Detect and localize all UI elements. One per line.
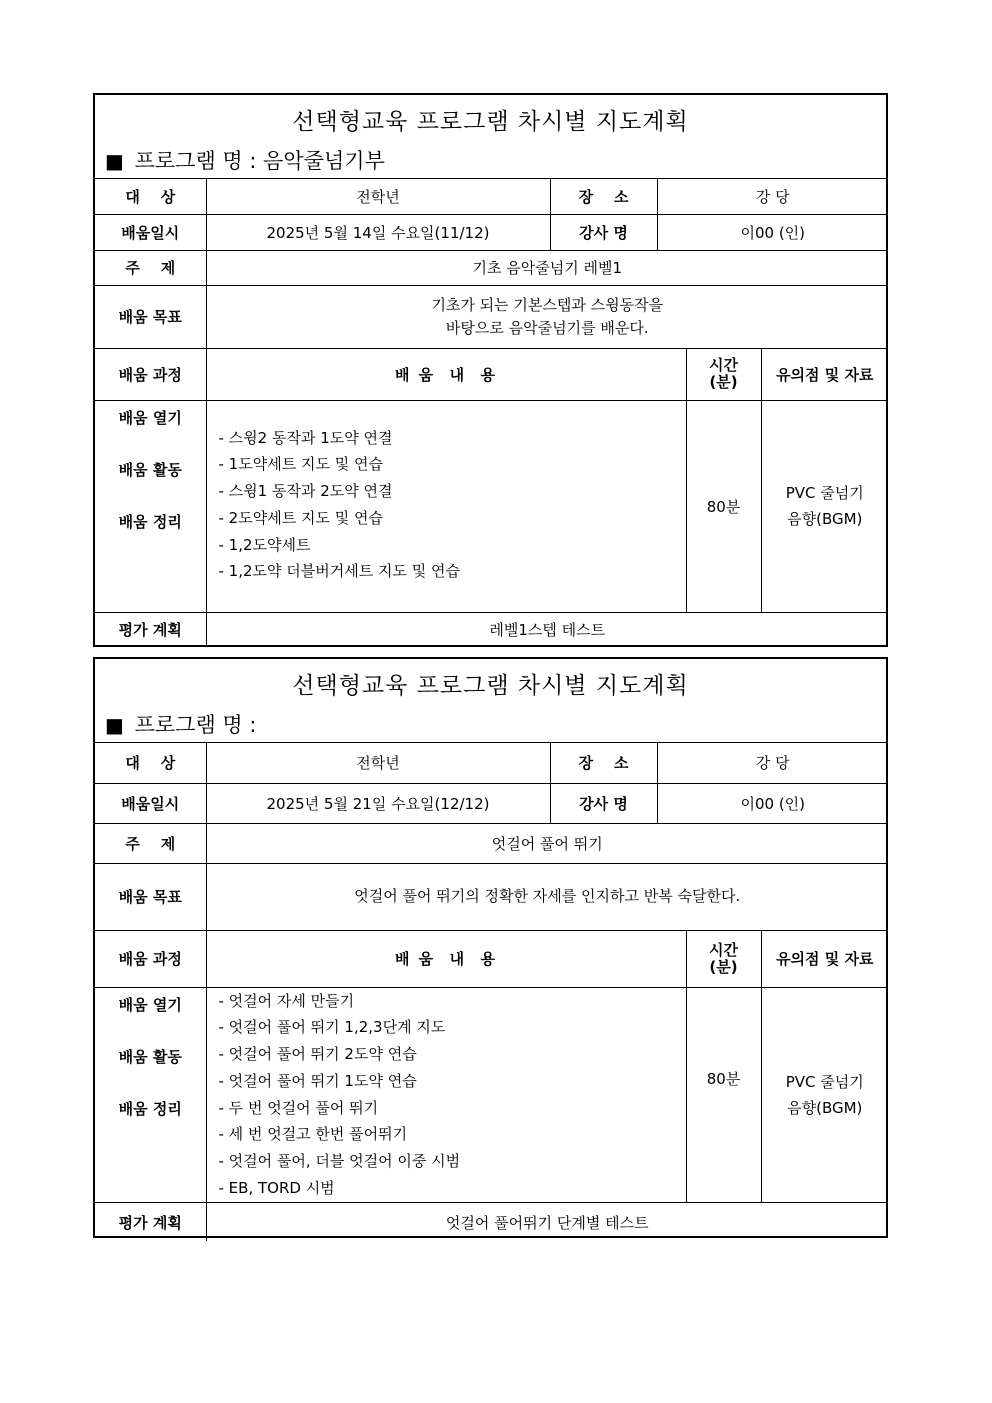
content-item: - 엇걸어 풀어, 더블 엇걸어 이중 시범	[218, 1152, 461, 1171]
content-item: - 세 번 엇걸고 한번 풀어뛰기	[218, 1125, 408, 1144]
sheet-header	[95, 95, 886, 179]
eval-label: 평가 계획	[95, 1202, 206, 1241]
content-item: - 엇걸어 자세 만들기	[218, 991, 355, 1010]
phase-close: 배움 정리	[118, 512, 182, 531]
goal-label: 배움 목표	[95, 285, 206, 348]
content-item: - 엇걸어 풀어 뛰기 1도약 연습	[218, 1071, 417, 1090]
plan-table	[95, 179, 888, 647]
content-header: 배 움 내 용	[206, 348, 686, 400]
phase-activity: 배움 활동	[118, 1047, 182, 1066]
topic-label: 주 제	[95, 823, 206, 863]
eval-value: 레벨1스텝 테스트	[206, 612, 888, 647]
content-item: - 두 번 엇걸어 풀어 뛰기	[218, 1098, 379, 1117]
eval-label: 평가 계획	[95, 612, 206, 647]
goal-value	[206, 863, 888, 930]
plan-table	[95, 743, 888, 1241]
content-item: - 스윙1 동작과 2도약 연결	[218, 482, 393, 501]
phase-cell	[95, 400, 206, 612]
teacher-value: 이00 (인)	[657, 783, 888, 823]
teacher-label: 강사 명	[550, 783, 657, 823]
lesson-plan-sheet-1	[93, 93, 888, 647]
material-item: 음향(BGM)	[787, 1098, 863, 1117]
program-label: 프로그램 명 :	[134, 149, 257, 173]
content-list	[206, 400, 686, 612]
time-header	[686, 348, 761, 400]
notes-header: 유의점 및 자료	[761, 930, 888, 987]
date-label: 배움일시	[95, 214, 206, 250]
content-item: - 1,2도약세트	[218, 535, 311, 554]
black-square-icon: ■	[105, 149, 124, 173]
material-item: PVC 줄넘기	[785, 1072, 864, 1091]
date-value: 2025년 5월 14일 수요일(11/12)	[206, 214, 550, 250]
teacher-value: 이00 (인)	[657, 214, 888, 250]
time-header-text: 시간(분)	[709, 940, 738, 976]
phase-activity: 배움 활동	[118, 460, 182, 479]
date-label: 배움일시	[95, 783, 206, 823]
target-value: 전학년	[206, 179, 550, 214]
goal-line: 기초가 되는 기본스텝과 스윙동작을	[431, 295, 664, 314]
date-value: 2025년 5월 21일 수요일(12/12)	[206, 783, 550, 823]
notes-header: 유의점 및 자료	[761, 348, 888, 400]
duration-value	[686, 987, 761, 1202]
goal-line: 엇걸어 풀어 뛰기의 정확한 자세를 인지하고 반복 숙달한다.	[354, 887, 741, 905]
phase-open: 배움 열기	[118, 995, 182, 1014]
topic-label: 주 제	[95, 250, 206, 285]
content-item: - 1,2도약 더블버거세트 지도 및 연습	[218, 562, 460, 581]
eval-value: 엇걸어 풀어뛰기 단계별 테스트	[206, 1202, 888, 1241]
materials-cell	[761, 987, 888, 1202]
content-item: - 엇걸어 풀어 뛰기 1,2,3단계 지도	[218, 1018, 446, 1037]
place-label: 장 소	[550, 743, 657, 783]
phase-open: 배움 열기	[118, 408, 182, 427]
goal-label: 배움 목표	[95, 863, 206, 930]
content-item: - 스윙2 동작과 1도약 연결	[218, 428, 393, 447]
content-item: - 1도약세트 지도 및 연습	[218, 455, 383, 474]
place-label: 장 소	[550, 179, 657, 214]
phase-close: 배움 정리	[118, 1099, 182, 1118]
goal-line: 바탕으로 음악줄넘기를 배운다.	[445, 318, 649, 337]
teacher-label: 강사 명	[550, 214, 657, 250]
content-item: - EB, TORD 시범	[218, 1179, 335, 1198]
black-square-icon: ■	[105, 713, 124, 737]
program-name: 음악줄넘기부	[263, 149, 385, 173]
place-value: 강 당	[657, 743, 888, 783]
duration-text: 80분	[706, 1069, 741, 1088]
material-item: 음향(BGM)	[787, 510, 863, 528]
program-name-line	[105, 145, 385, 175]
content-item: - 엇걸어 풀어 뛰기 2도약 연습	[218, 1045, 417, 1064]
time-header-text: 시간(분)	[709, 356, 738, 391]
target-label: 대 상	[95, 179, 206, 214]
lesson-plan-sheet-2	[93, 657, 888, 1238]
content-header: 배 움 내 용	[206, 930, 686, 987]
content-list	[206, 987, 686, 1202]
program-label: 프로그램 명 :	[134, 713, 257, 737]
goal-value	[206, 285, 888, 348]
place-value: 강 당	[657, 179, 888, 214]
material-item: PVC 줄넘기	[785, 484, 864, 502]
document-title: 선택형교육 프로그램 차시별 지도계획	[292, 673, 689, 699]
target-label: 대 상	[95, 743, 206, 783]
materials-cell	[761, 400, 888, 612]
topic-value: 기초 음악줄넘기 레벨1	[206, 250, 888, 285]
process-label: 배움 과정	[95, 930, 206, 987]
time-header	[686, 930, 761, 987]
document-title: 선택형교육 프로그램 차시별 지도계획	[292, 109, 689, 135]
sheet-header	[95, 659, 886, 743]
phase-cell	[95, 987, 206, 1202]
process-label: 배움 과정	[95, 348, 206, 400]
topic-value: 엇걸어 풀어 뛰기	[206, 823, 888, 863]
program-name-line	[105, 709, 256, 739]
duration-value: 80분	[686, 400, 761, 612]
content-item: - 2도약세트 지도 및 연습	[218, 508, 383, 527]
target-value: 전학년	[206, 743, 550, 783]
